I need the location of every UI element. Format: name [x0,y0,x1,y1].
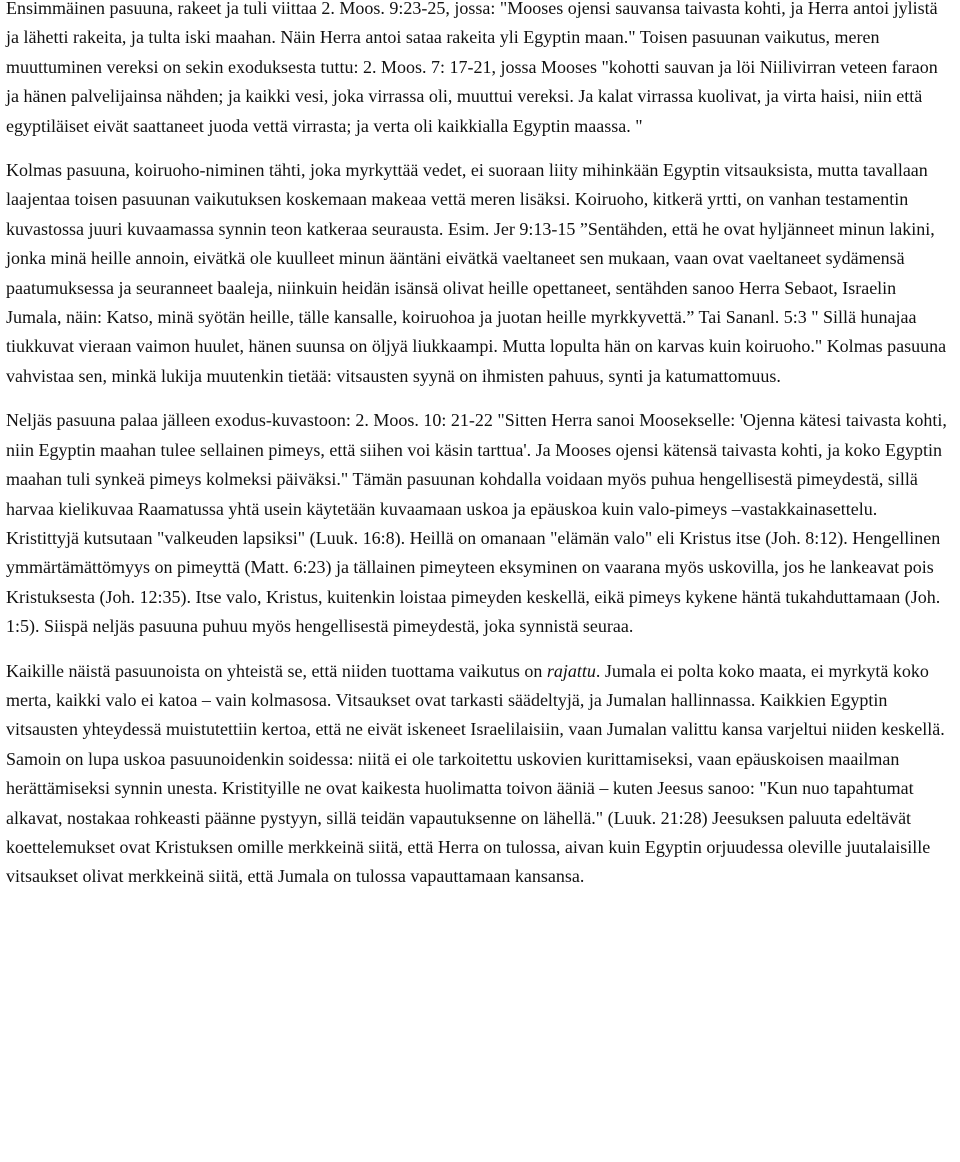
paragraph-text: Neljäs pasuuna palaa jälleen exodus-kuvastoon: 2. Moos. 10: 21-22 "Sitten Herra sanoi Moosekselle: 'Ojenna kätesi taivasta kohti, niin Egyptin maahan tulee sellainen pimeys, että siihen voi käsin tarttua'. Ja Mooses ojensi kätensä taivasta kohti, ja koko Egyptin maahan tuli synkeä pimeys kolmeksi päiväksi." Tämän pasuunan kohdalla voidaan myös puhua hengellisestä pimeydestä, sillä harvaa kielikuvaa Raamatussa yhtä usein käytetään kuvaamaan uskoa ja epäuskoa kuin valo-pimeys –vastakkainasettelu. Kristittyjä kutsutaan "valkeuden lapsiksi" (Luuk. 16:8). Heillä on omanaan "elämän valo" eli Kristus itse (Joh. 8:12). Hengellinen ymmärtämättömyys on pimeyttä (Matt. 6:23) ja tällainen pimeyteen eksyminen on vaarana myös uskovilla, jos he lankeavat pois Kristuksesta (Joh. 12:35). Itse valo, Kristus, kuitenkin loistaa pimeyden keskellä, eikä pimeys kykene häntä tukahduttamaan (Joh. 1:5). Siispä neljäs pasuuna puhuu myös hengellisestä pimeydestä, joka synnistä seuraa. [6,410,947,637]
paragraph-fourth-trumpet [6,406,953,641]
paragraph-first-and-second-trumpet [6,0,953,141]
paragraph-text: Kaikille näistä pasuunoista on yhteistä se, että niiden tuottama vaikutus on [6,660,547,681]
paragraph-common-features [6,657,953,892]
paragraph-text: Kolmas pasuuna, koiruoho-niminen tähti, joka myrkyttää vedet, ei suoraan liity mihinkään Egyptin vitsauksista, mutta tavallaan laajentaa toisen pasuunan vaikutuksen koskemaan makeaa vettä meren lisäksi. Koiruoho, kitkerä yrtti, on vanhan testamentin kuvastossa juuri kuvaamassa synnin teon katkeraa seurausta. Esim. Jer 9:13-15 ”Sentähden, että he ovat hyljänneet minun lakini, jonka minä heille annoin, eivätkä ole kuulleet minun ääntäni eivätkä vaeltaneet sen mukaan, vaan ovat vaeltaneet sydämensä paatumuksessa ja seuranneet baaleja, niinkuin heidän isänsä olivat heille opettaneet, sentähden sanoo Herra Sebaot, Israelin Jumala, näin: Katso, minä syötän heille, tälle kansalle, koiruohoa ja juotan heille myrkkyvettä.” Tai Sananl. 5:3 " Sillä hunajaa tiukkuvat vieraan vaimon huulet, hänen suunsa on öljyä liukkaampi. Mutta lopulta hän on karvas kuin koiruoho." Kolmas pasuuna vahvistaa sen, minkä lukija muutenkin tietää: vitsausten syynä on ihmisten pahuus, synti ja katumattomuus. [6,160,947,386]
paragraph-text: . Jumala ei polta koko maata, ei myrkytä koko merta, kaikki valo ei katoa – vain kolmasosa. Vitsaukset ovat tarkasti säädeltyjä, ja Jumalan hallinnassa. Kaikkien Egyptin vitsausten yhteydessä muistutettiin kertoa, että ne eivät iskeneet Israelilaisiin, vaan Jumalan valittu kansa varjeltui niiden keskellä. Samoin on lupa uskoa pasuunoidenkin soidessa: niitä ei ole tarkoitettu uskovien kurittamiseksi, vaan epäuskoisen maailman herättämiseksi synnin unesta. Kristityille ne ovat kaikesta huolimatta toivon ääniä – kuten Jeesus sanoo: "Kun nuo tapahtumat alkavat, nostakaa rohkeasti päänne pystyyn, sillä teidän vapautuksenne on lähellä." (Luuk. 21:28) Jeesuksen paluuta edeltävät koettelemukset ovat Kristuksen omille merkkeinä siitä, että Herra on tulossa, aivan kuin Egyptin orjuudessa oleville juutalaisille vitsaukset olivat merkkeinä siitä, että Jumala on tulossa vapauttamaan kansansa. [6,660,945,887]
paragraph-third-trumpet [6,156,953,391]
emphasized-word: rajattu [546,660,596,681]
paragraph-text: Ensimmäinen pasuuna, rakeet ja tuli viittaa 2. Moos. 9:23-25, jossa: "Mooses ojensi sauvansa taivasta kohti, ja Herra antoi jylistä ja lähetti rakeita, ja tulta iski maahan. Näin Herra antoi sataa rakeita yli Egyptin maan." Toisen pasuunan vaikutus, meren muuttuminen vereksi on sekin exoduksesta tuttu: 2. Moos. 7: 17-21, jossa Mooses "kohotti sauvan ja löi Niilivirran veteen faraon ja hänen palvelijainsa nähden; ja kaikki vesi, joka virrassa oli, muuttui vereksi. Ja kalat virrassa kuolivat, ja virta haisi, niin että egyptiläiset eivät saattaneet juoda vettä virrasta; ja verta oli kaikkialla Egyptin maassa. " [6,0,938,136]
